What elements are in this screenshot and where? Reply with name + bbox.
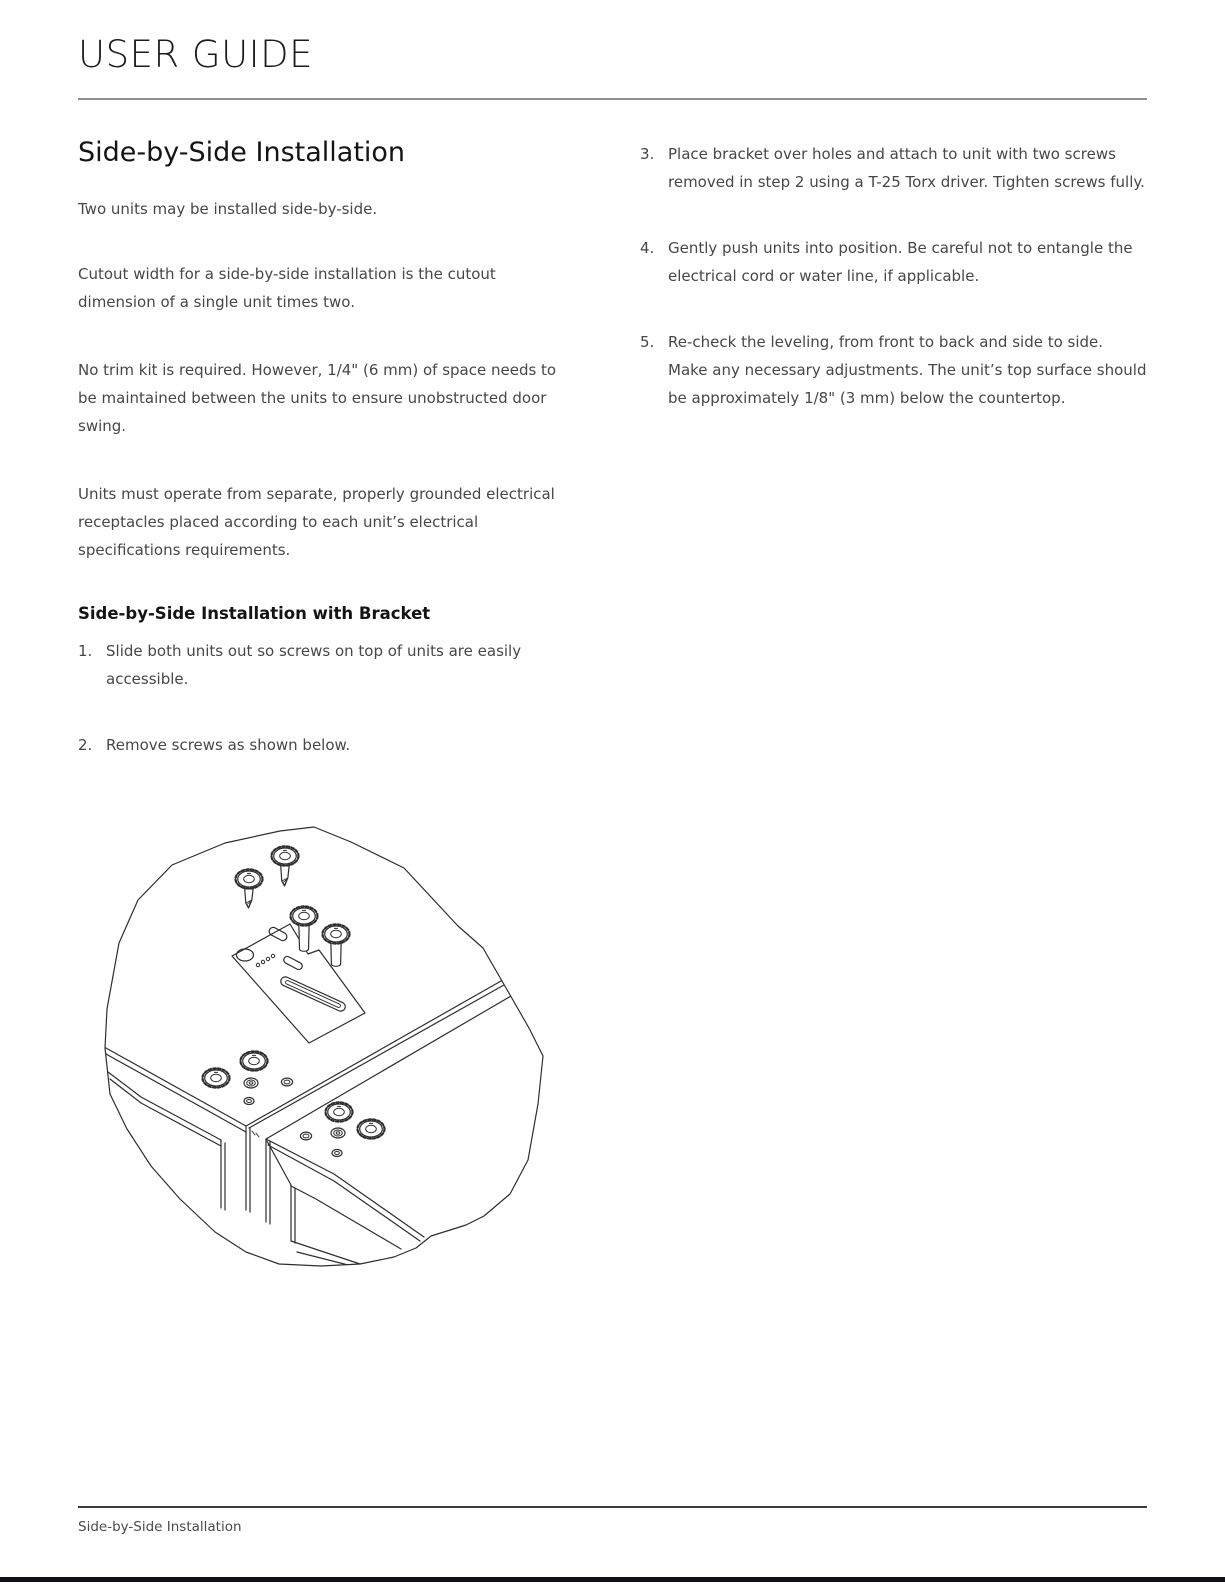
paragraph: No trim kit is required. However, 1/4" (6 mm) of space needs to be maintained between the units to ensure unobstructed door swing. (78, 360, 557, 435)
page-title: USER GUIDE (78, 33, 313, 76)
step-number: 4. (640, 238, 655, 257)
step-text: Re-check the leveling, from front to back and side to side. Make any necessary adjustments. The unit’s top surface should be approximately 1/8" (3 mm) below the countertop. (668, 332, 1147, 407)
step-item (78, 637, 570, 693)
bottom-accent-bar (0, 1577, 1225, 1582)
right-column (640, 100, 1147, 412)
paragraph: Units must operate from separate, properly grounded electrical receptacles placed according to each unit’s electrical specifications requirements. (78, 484, 555, 559)
diagram-outline (105, 827, 543, 1266)
installation-diagram-figure (94, 804, 550, 1280)
step-text: Place bracket over holes and attach to unit with two screws removed in step 2 using a T-25 Torx driver. Tighten screws fully. (668, 144, 1145, 191)
footer-text: Side-by-Side Installation (78, 1519, 242, 1535)
step-number: 2. (78, 735, 93, 754)
page-header (0, 0, 1225, 100)
subsection-heading: Side-by-Side Installation with Bracket (78, 603, 431, 623)
paragraph: Cutout width for a side-by-side installation is the cutout dimension of a single unit times two. (78, 264, 496, 311)
step-item (78, 731, 570, 759)
page-footer (78, 1506, 1147, 1535)
step-number: 1. (78, 641, 93, 660)
section-heading: Side-by-Side Installation (78, 136, 406, 168)
step-item (640, 234, 1147, 290)
installation-diagram (94, 804, 550, 1280)
content-columns (0, 100, 1225, 1280)
step-text: Slide both units out so screws on top of units are easily accessible. (106, 641, 522, 688)
step-item (640, 328, 1147, 412)
step-text: Remove screws as shown below. (106, 735, 351, 754)
paragraph: Two units may be installed side-by-side. (78, 199, 378, 218)
step-text: Gently push units into position. Be careful not to entangle the electrical cord or water line, if applicable. (668, 238, 1133, 285)
step-number: 3. (640, 144, 655, 163)
left-column (78, 100, 570, 1280)
step-number: 5. (640, 332, 655, 351)
step-item (640, 140, 1147, 196)
